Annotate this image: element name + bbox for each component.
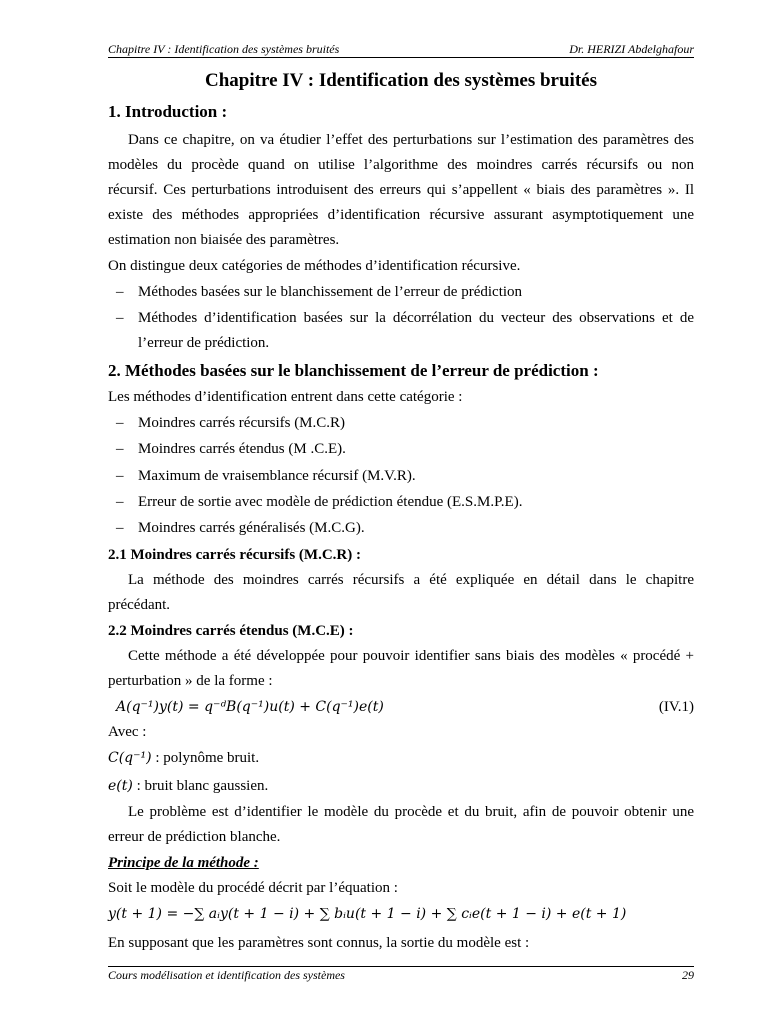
categories-intro: On distingue deux catégories de méthodes d’identification récursive. (108, 258, 521, 274)
page-title: Chapitre IV : Identification des systèmes bruités (205, 70, 597, 91)
document-page: Chapitre IV : Identification des systèmes bruités Dr. HERIZI Abdelghafour Chapitre IV : Identification des systèmes bruités 1. Introduction : Dans ce chapitre, on va étudier l’effet des perturbations sur l’estimation des paramètres des modèles du procède quand on utilise l’algorithme des moindres carrés récursifs ou non récursif. Ces perturbations introduisent des erreurs qui s’appellent « biais des paramètres ». Il existe des méthodes appropriées d’identification récursive assurant asymptotiquement une estimation non biaisée des paramètres. On distingue deux catégories de méthodes d’identification récursive. – Méthodes basées sur le blanchissement de l’erreur de prédiction – Méthodes d’identification basées sur la décorrélation du vecteur des observations et de l’erreur de prédiction. 2. Méthodes basées sur le blanchissement de l’erreur de prédiction : Les méthodes d’identification entrent dans cette catégorie : – Moindres carrés récursifs (M.C.R) – Moindres carrés étendus (M .C.E). – Maximum de vraisemblance récursif (M.V.R). – Erreur de sortie avec modèle de prédiction étendue (E.S.M.P.E). – Moindres carrés généralisés (M.C.G). 2.1 Moindres carrés récursifs (M.C.R) : La méthode des moindres carrés récursifs a été expliquée en détail dans le chapitre précédant. 2.2 Moindres carrés étendus (M.C.E) : Cette méthode a été développée pour pouvoir identifier sans biais des modèles « procédé + perturbation » de la forme : A(q⁻¹)y(t) = q⁻ᵈB(q⁻¹)u(t) + C(q⁻¹)e(t) (IV.1) Avec : C(q⁻¹) : polynôme bruit. e(t) : bruit blanc gaussien. Le problème est d’identifier le modèle du procède et du bruit, afin de pouvoir obtenir une erreur de prédiction blanche. Principe de la méthode : Soit le modèle du procédé décrit par l’équation : y(t + 1) = −∑ aᵢy(t + 1 − i) + ∑ bᵢu(t + 1 − i) + ∑ cᵢe(t + 1 − i) + e(t + 1) En supposant que les paramètres sont connus, la sortie du modèle est : Cours modélisation et identification des systèmes 29 (108, 42, 694, 982)
mce-line-2: perturbation » de la forme : (108, 673, 273, 689)
avec-label: Avec : (108, 724, 147, 740)
intro-line-3: récursif. Ces perturbations introduisent des erreurs qui s’appellent « biais des paramètres ». Il (108, 182, 694, 198)
equation-number: (IV.1) (658, 699, 694, 715)
problem-line-1: Le problème est d’identifier le modèle du procède et du bruit, afin de pouvoir obtenir une (128, 804, 694, 820)
section-1-heading: 1. Introduction : (108, 102, 228, 121)
intro-line-2: modèles du procède quand on utilise l’algorithme des moindres carrés récursifs ou non (108, 157, 694, 173)
intro-line-4: existe des méthodes appropriées d’identification récursive assurant asymptotiquement une (108, 207, 694, 223)
output-intro: En supposant que les paramètres sont connus, la sortie du modèle est : (108, 935, 530, 951)
section-2-heading: 2. Méthodes basées sur le blanchissement de l’erreur de prédiction : (108, 361, 599, 380)
page-footer (108, 966, 694, 983)
mce-line-1: Cette méthode a été développée pour pouvoir identifier sans biais des modèles « procédé + (128, 648, 694, 664)
mcr-line-2: précédant. (108, 597, 171, 613)
intro-line-5: estimation non biaisée des paramètres. (108, 232, 340, 248)
header-chapter: Chapitre IV : Identification des systèmes bruités (108, 42, 340, 56)
definition-c: C(q⁻¹) : polynôme bruit. (108, 750, 260, 766)
footer-course: Cours modélisation et identification des systèmes (108, 968, 345, 982)
equation-row (108, 697, 694, 717)
equation-iv-1: A(q⁻¹)y(t) = q⁻ᵈB(q⁻¹)u(t) + C(q⁻¹)e(t) (116, 699, 384, 715)
subsection-2-1-heading: 2.1 Moindres carrés récursifs (M.C.R) : (108, 547, 361, 563)
subsection-2-2-heading: 2.2 Moindres carrés étendus (M.C.E) : (108, 623, 354, 639)
problem-line-2: erreur de prédiction blanche. (108, 829, 281, 845)
list-item-continuation: l’erreur de prédiction. (138, 335, 270, 351)
model-intro: Soit le modèle du procédé décrit par l’équation : (108, 880, 398, 896)
definition-e: e(t) : bruit blanc gaussien. (108, 778, 269, 794)
model-equation: y(t + 1) = −∑ aᵢy(t + 1 − i) + ∑ bᵢu(t + 1 − i) + ∑ cᵢe(t + 1 − i) + e(t + 1) (108, 906, 627, 922)
mcr-line-1: La méthode des moindres carrés récursifs a été expliquée en détail dans le chapitre (128, 572, 694, 588)
principe-heading: Principe de la méthode : (108, 855, 259, 871)
page-header (108, 41, 694, 58)
header-author: Dr. HERIZI Abdelghafour (569, 42, 694, 56)
page-number: 29 (682, 968, 694, 982)
intro-line-1: Dans ce chapitre, on va étudier l’effet des perturbations sur l’estimation des paramètres des (128, 132, 694, 148)
section-2-intro: Les méthodes d’identification entrent dans cette catégorie : (108, 389, 463, 405)
